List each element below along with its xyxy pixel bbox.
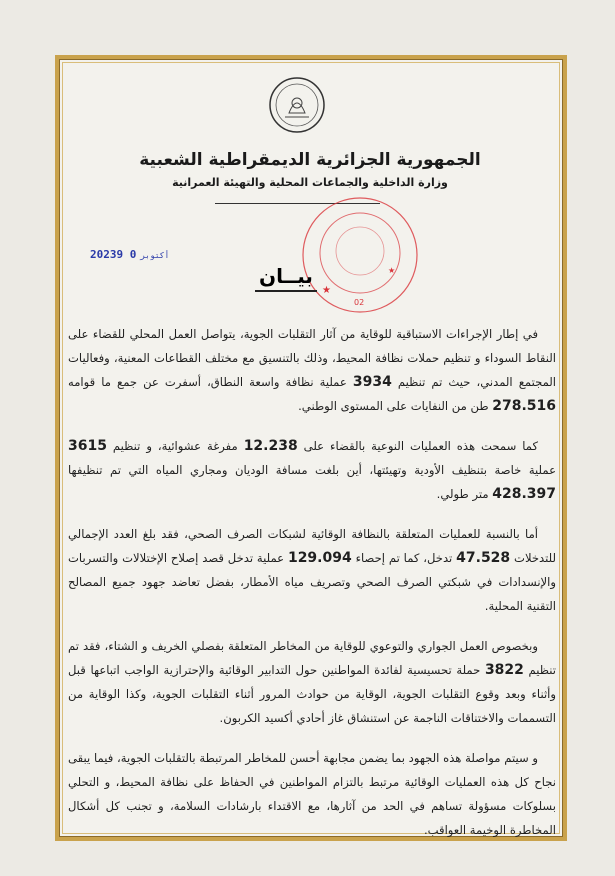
figure-campaigns: 3822	[484, 662, 524, 678]
figure-tons: 278.516	[492, 398, 556, 414]
paragraph-3	[68, 522, 556, 618]
text: عملية خاصة بتنظيف الأودية وتهيئتها، أين بلغت مسافة الوديان ومجاري المياه التي تم تنظيفها	[68, 463, 556, 477]
text: و سيتم مواصلة هذه الجهود بما يضمن مجابهة أحسن للمخاطر المرتبطة بالتقلبات الجوية، فيما يبقى نجاح كل هذه العمليات الوقائية مرتبط بالتزام المواطنين في الحفاظ على نظافة المحيط، و التحلي بسلوكات مسؤولة تساهم في الحد من آثارها، مع الاقتداء بارشادات السلامة، و تجنب كل أشكال المخاطرة الوخيمة العواقب.	[68, 751, 556, 837]
figure-operations: 3934	[352, 374, 392, 390]
algeria-emblem-icon	[267, 75, 327, 135]
figure-meters: 428.397	[492, 486, 556, 502]
text: في إطار الإجراءات الاستباقية للوقاية من آثار التقلبات الجوية، يتواصل العمل المحلي للقضاء على النقاط السوداء و تنظيم حملات نظافة المحيط، وذلك بالتنسيق مع مختلف القطاعات المعنية، وفعاليات المجتمع المدني، حيث تم تنظيم	[68, 327, 557, 389]
document-title: بيــان	[255, 262, 317, 292]
paragraph-5	[68, 746, 556, 842]
figure-repairs: 129.094	[287, 550, 352, 566]
date-month: أكتوبر	[140, 251, 170, 260]
svg-text:★: ★	[388, 266, 396, 275]
text: وبخصوص العمل الجواري والتوعوي للوقاية من المخاطر المتعلقة بفصلي الخريف و الشتاء، فقد تم تنظيم	[68, 639, 556, 677]
official-stamp-icon	[300, 195, 420, 315]
date-stamp	[90, 248, 173, 261]
figure-valley-operations: 3615	[68, 438, 107, 454]
text: حملة تحسيسية لفائدة المواطنين حول التدابير الوقائية والإحترازية الواجب اتباعها قبل وأثناء وبعد وقوع التقلبات الجوية، الوقاية من حوادث المرور أثناء التقلبات الجوية، وكذا الوقاية من التسممات والاختناقات الناجمة عن استنشاق غاز أحادي أكسيد الكربون.	[68, 663, 556, 725]
svg-text:★: ★	[322, 285, 331, 296]
text: كما سمحت هذه العمليات النوعية بالقضاء على	[303, 439, 539, 453]
figure-dumps: 12.238	[243, 438, 298, 454]
text: عملية نظافة واسعة النطاق، أسفرت عن جمع ما قوامه	[68, 375, 347, 389]
document-body	[68, 322, 556, 858]
text: تدخل، كما تم إحصاء	[355, 551, 453, 565]
ministry-name: وزارة الداخلية والجماعات المحلية والتهيئة العمرانية	[172, 176, 448, 189]
date-year: 2023	[90, 248, 117, 261]
paragraph-4	[68, 634, 556, 730]
date-day: 0 9	[116, 248, 137, 261]
paragraph-2	[68, 434, 556, 506]
republic-name: الجمهورية الجزائرية الديمقراطية الشعبية	[139, 150, 481, 170]
text: أما بالنسبة للعمليات المتعلقة بالنظافة الوقائية لشبكات الصرف الصحي، فقد بلغ العدد الإجمالي للتدخلات	[68, 527, 556, 565]
text: عملية تدخل قصد إصلاح الإختلالات والتسربات والإنسدادات في شبكتي الصرف الصحي وتصريف مياه الأمطار، بفضل تعاضد جهود جميع المصالح التقنية المحلية.	[68, 551, 556, 613]
figure-interventions: 47.528	[456, 550, 511, 566]
stamp-number: 02	[354, 298, 365, 307]
text: طن من النفايات على المستوى الوطني.	[298, 399, 489, 413]
paragraph-1	[68, 322, 556, 418]
text: مفرغة عشوائية، و تنظيم	[112, 439, 238, 453]
text: متر طولي.	[436, 487, 489, 501]
